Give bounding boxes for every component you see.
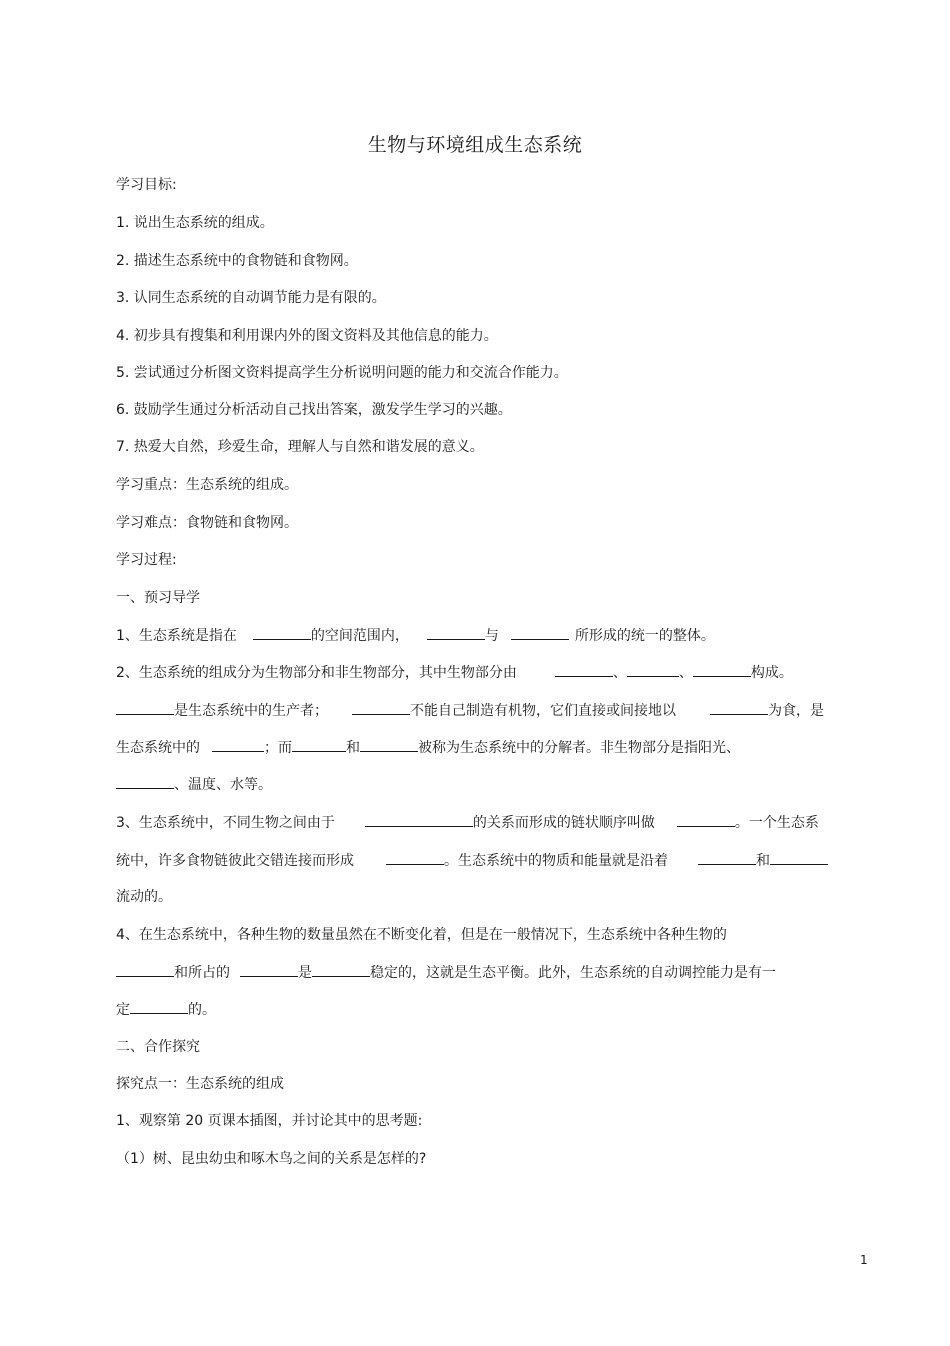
- objective-item: 6. 鼓励学生通过分析活动自己找出答案，激发学生学习的兴趣。: [116, 402, 512, 418]
- question-3-line-3: 流动的。: [116, 889, 172, 905]
- fill-blank[interactable]: [292, 737, 346, 752]
- section1-heading: 一、预习导学: [116, 590, 200, 606]
- fill-blank[interactable]: [427, 625, 485, 640]
- section2-subheading: 探究点一：生态系统的组成: [116, 1076, 284, 1092]
- page-number: 1: [860, 1253, 868, 1267]
- question-1: 1、生态系统是指在 的空间范围内， 与 所形成的统一的整体。: [116, 625, 715, 646]
- section2-question-1: 1、观察第 20 页课本插图，并讨论其中的思考题:: [116, 1113, 423, 1129]
- question-2-line-3: 生态系统中的 ；而 和 被称为生态系统中的分解者。非生物部分是指阳光、: [116, 737, 740, 758]
- objective-item: 4. 初步具有搜集和利用课内外的图文资料及其他信息的能力。: [116, 328, 498, 344]
- question-3-line-2: 统中，许多食物链彼此交错连接而形成 。生态系统中的物质和能量就是沿着 和: [116, 850, 828, 871]
- fill-blank[interactable]: [698, 850, 756, 865]
- objectives-heading: 学习目标:: [116, 177, 177, 193]
- fill-blank[interactable]: [240, 962, 298, 977]
- document-title: 生物与环境组成生态系统: [367, 134, 583, 156]
- fill-blank[interactable]: [555, 662, 613, 677]
- difficult-point: 学习难点：食物链和食物网。: [116, 515, 298, 531]
- objective-item: 1. 说出生态系统的组成。: [116, 215, 274, 231]
- fill-blank[interactable]: [116, 774, 174, 789]
- objective-item: 7. 热爱大自然，珍爱生命，理解人与自然和谐发展的意义。: [116, 439, 484, 455]
- fill-blank[interactable]: [116, 700, 174, 715]
- fill-blank[interactable]: [312, 962, 370, 977]
- question-4-line-2: 和所占的 是 稳定的，这就是生态平衡。此外，生态系统的自动调控能力是有一: [116, 962, 776, 983]
- question-2-line-1: 2、生态系统的组成分为生物部分和非生物部分，其中生物部分由 、 、 构成。: [116, 662, 793, 683]
- key-point: 学习重点：生态系统的组成。: [116, 477, 298, 493]
- fill-blank[interactable]: [130, 999, 188, 1014]
- objective-item: 3. 认同生态系统的自动调节能力是有限的。: [116, 290, 386, 306]
- question-4-line-3: 定 的。: [116, 999, 216, 1020]
- objective-item: 2. 描述生态系统中的食物链和食物网。: [116, 253, 358, 269]
- process-heading: 学习过程:: [116, 552, 177, 568]
- question-2-line-4: 、温度、水等。: [116, 774, 272, 795]
- fill-blank[interactable]: [627, 662, 679, 677]
- question-2-line-2: 是生态系统中的生产者； 不能自己制造有机物，它们直接或间接地以 为食，是: [116, 700, 824, 721]
- fill-blank[interactable]: [770, 850, 828, 865]
- fill-blank[interactable]: [116, 962, 174, 977]
- fill-blank[interactable]: [511, 625, 569, 640]
- fill-blank[interactable]: [693, 662, 751, 677]
- question-4-line-1: 4、在生态系统中，各种生物的数量虽然在不断变化着，但是在一般情况下，生态系统中各种生物的: [116, 927, 727, 943]
- fill-blank[interactable]: [710, 700, 768, 715]
- fill-blank[interactable]: [212, 737, 264, 752]
- section2-heading: 二、合作探究: [116, 1039, 200, 1055]
- fill-blank[interactable]: [677, 812, 735, 827]
- fill-blank[interactable]: [352, 700, 410, 715]
- section2-question-1-1: （1）树、昆虫幼虫和啄木鸟之间的关系是怎样的?: [116, 1151, 427, 1167]
- fill-blank[interactable]: [386, 850, 444, 865]
- fill-blank[interactable]: [360, 737, 418, 752]
- objective-item: 5. 尝试通过分析图文资料提高学生分析说明问题的能力和交流合作能力。: [116, 365, 568, 381]
- fill-blank[interactable]: [365, 812, 473, 827]
- question-3-line-1: 3、生态系统中，不同生物之间由于 的关系而形成的链状顺序叫做 。一个生态系: [116, 812, 819, 833]
- fill-blank[interactable]: [253, 625, 311, 640]
